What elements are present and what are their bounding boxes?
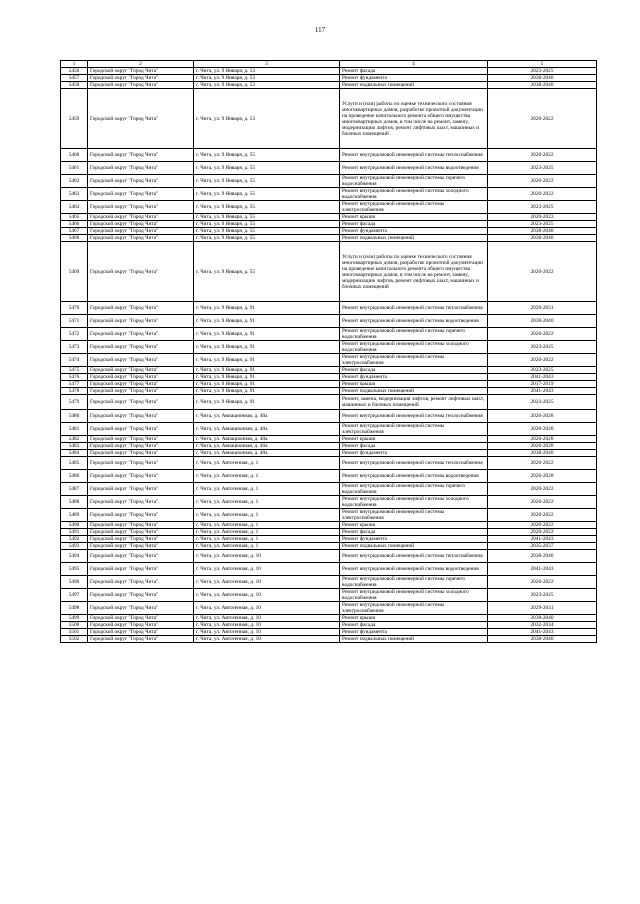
table-row	[61, 483, 597, 496]
row-number-cell: 5462	[61, 175, 88, 188]
municipality-cell: Городской округ "Город Чита"	[88, 423, 194, 436]
work-type-cell: Ремонт подвальных помещений	[340, 543, 488, 550]
period-cell: 2026-2028	[488, 470, 597, 483]
work-type-cell: Ремонт, замена, модернизация лифтов, ремонт лифтовых шахт, машинных и блочных помещений	[340, 395, 488, 410]
work-type-cell: Ремонт внутридомовой инженерной системы водоотведения	[340, 563, 488, 576]
work-type-cell: Ремонт подвальных помещений	[340, 235, 488, 242]
page-number: 117	[314, 26, 326, 34]
table-row	[61, 374, 597, 381]
address-cell: г. Чита, ул. Автогенная, д. 10	[194, 589, 340, 602]
table-row	[61, 436, 597, 443]
row-number-cell: 5487	[61, 483, 88, 496]
period-cell: 2023-2025	[488, 367, 597, 374]
municipality-cell: Городской округ "Город Чита"	[88, 522, 194, 529]
row-number-cell: 5467	[61, 228, 88, 235]
municipality-cell: Городской округ "Город Чита"	[88, 450, 194, 457]
period-cell: 2020-2022	[488, 149, 597, 162]
municipality-cell: Городской округ "Город Чита"	[88, 589, 194, 602]
table-row	[61, 82, 597, 89]
address-cell: г. Чита, ул. 9 Января, д. 55	[194, 242, 340, 302]
table-header-row	[61, 61, 597, 68]
municipality-cell: Городской округ "Город Чита"	[88, 228, 194, 235]
table-row	[61, 470, 597, 483]
work-type-cell: Ремонт фасада	[340, 622, 488, 629]
municipality-cell: Городской округ "Город Чита"	[88, 602, 194, 615]
municipality-cell: Городской округ "Город Чита"	[88, 367, 194, 374]
table-row	[61, 201, 597, 214]
row-number-cell: 5502	[61, 636, 88, 643]
period-cell: 2023-2025	[488, 341, 597, 354]
work-type-cell: Ремонт внутридомовой инженерной системы электроснабжения	[340, 423, 488, 436]
address-cell: г. Чита, ул. 9 Января, д. 53	[194, 75, 340, 82]
period-cell: 2020-2022	[488, 457, 597, 470]
work-type-cell: Ремонт внутридомовой инженерной системы теплоснабжения	[340, 410, 488, 423]
table-row	[61, 629, 597, 636]
address-cell: г. Чита, ул. 9 Января, д. 53	[194, 89, 340, 149]
row-number-cell: 5482	[61, 436, 88, 443]
period-cell: 2026-2028	[488, 410, 597, 423]
table-row	[61, 550, 597, 563]
address-cell: г. Чита, ул. 9 Января, д. 53	[194, 68, 340, 75]
municipality-cell: Городской округ "Город Чита"	[88, 410, 194, 423]
municipality-cell: Городской округ "Город Чита"	[88, 68, 194, 75]
municipality-cell: Городской округ "Город Чита"	[88, 395, 194, 410]
municipality-cell: Городской округ "Город Чита"	[88, 615, 194, 622]
address-cell: г. Чита, ул. 9 Января, д. 91	[194, 381, 340, 388]
row-number-cell: 5484	[61, 450, 88, 457]
table-row	[61, 381, 597, 388]
period-cell: 2038-2040	[488, 636, 597, 643]
period-cell: 2038-2040	[488, 235, 597, 242]
period-cell: 2023-2025	[488, 395, 597, 410]
municipality-cell: Городской округ "Город Чита"	[88, 315, 194, 328]
table-row	[61, 149, 597, 162]
row-number-cell: 5480	[61, 410, 88, 423]
municipality-cell: Городской округ "Город Чита"	[88, 543, 194, 550]
period-cell: 2023-2025	[488, 221, 597, 228]
period-cell: 2038-2040	[488, 75, 597, 82]
table-row	[61, 221, 597, 228]
table-row	[61, 242, 597, 302]
table-row	[61, 162, 597, 175]
column-header: 1	[61, 61, 88, 68]
work-type-cell: Ремонт фундамента	[340, 536, 488, 543]
work-type-cell: Ремонт внутридомовой инженерной системы горячего водоснабжения	[340, 175, 488, 188]
municipality-cell: Городской округ "Город Чита"	[88, 388, 194, 395]
work-type-cell: Ремонт внутридомовой инженерной системы электроснабжения	[340, 354, 488, 367]
address-cell: г. Чита, ул. 9 Января, д. 91	[194, 341, 340, 354]
row-number-cell: 5470	[61, 302, 88, 315]
municipality-cell: Городской округ "Город Чита"	[88, 483, 194, 496]
municipality-cell: Городской округ "Город Чита"	[88, 162, 194, 175]
municipality-cell: Городской округ "Город Чита"	[88, 629, 194, 636]
row-number-cell: 5499	[61, 615, 88, 622]
row-number-cell: 5485	[61, 457, 88, 470]
address-cell: г. Чита, ул. 9 Января, д. 55	[194, 175, 340, 188]
row-number-cell: 5489	[61, 509, 88, 522]
period-cell: 2020-2022	[488, 483, 597, 496]
address-cell: г. Чита, ул. Автогенная, д. 10	[194, 550, 340, 563]
address-cell: г. Чита, ул. Авиационная, д. 40а	[194, 423, 340, 436]
period-cell: 2032-2034	[488, 622, 597, 629]
period-cell: 2020-2022	[488, 214, 597, 221]
period-cell: 2029-2031	[488, 302, 597, 315]
address-cell: г. Чита, ул. 9 Января, д. 55	[194, 214, 340, 221]
column-header: 2	[88, 61, 194, 68]
municipality-cell: Городской округ "Город Чита"	[88, 470, 194, 483]
period-cell: 2020-2022	[488, 496, 597, 509]
period-cell: 2038-2040	[488, 615, 597, 622]
table-row	[61, 602, 597, 615]
row-number-cell: 5479	[61, 395, 88, 410]
period-cell: 2026-2028	[488, 436, 597, 443]
municipality-cell: Городской округ "Город Чита"	[88, 576, 194, 589]
period-cell: 2020-2022	[488, 328, 597, 341]
table-row	[61, 235, 597, 242]
work-type-cell: Ремонт крыши	[340, 214, 488, 221]
address-cell: г. Чита, ул. Автогенная, д. 1	[194, 457, 340, 470]
municipality-cell: Городской округ "Город Чита"	[88, 149, 194, 162]
period-cell: 2020-2022	[488, 522, 597, 529]
period-cell: 2041-2043	[488, 629, 597, 636]
row-number-cell: 5481	[61, 423, 88, 436]
work-type-cell: Ремонт внутридомовой инженерной системы холодного водоснабжения	[340, 589, 488, 602]
row-number-cell: 5492	[61, 536, 88, 543]
address-cell: г. Чита, ул. 9 Января, д. 55	[194, 221, 340, 228]
period-cell: 2038-2040	[488, 450, 597, 457]
table-row	[61, 395, 597, 410]
table-row	[61, 496, 597, 509]
table-row	[61, 509, 597, 522]
municipality-cell: Городской округ "Город Чита"	[88, 496, 194, 509]
municipality-cell: Городской округ "Город Чита"	[88, 341, 194, 354]
table-row	[61, 354, 597, 367]
column-header: 4	[340, 61, 488, 68]
work-type-cell: Ремонт крыши	[340, 522, 488, 529]
period-cell: 2017-2019	[488, 381, 597, 388]
table-row	[61, 450, 597, 457]
work-type-cell: Ремонт внутридомовой инженерной системы холодного водоснабжения	[340, 188, 488, 201]
table-row	[61, 622, 597, 629]
row-number-cell: 5468	[61, 235, 88, 242]
address-cell: г. Чита, ул. 9 Января, д. 91	[194, 388, 340, 395]
row-number-cell: 5500	[61, 622, 88, 629]
address-cell: г. Чита, ул. 9 Января, д. 91	[194, 354, 340, 367]
address-cell: г. Чита, ул. Авиационная, д. 40а	[194, 450, 340, 457]
row-number-cell: 5474	[61, 354, 88, 367]
municipality-cell: Городской округ "Город Чита"	[88, 221, 194, 228]
row-number-cell: 5488	[61, 496, 88, 509]
table-row	[61, 188, 597, 201]
work-type-cell: Ремонт фасада	[340, 529, 488, 536]
table-row	[61, 175, 597, 188]
row-number-cell: 5498	[61, 602, 88, 615]
work-type-cell: Ремонт внутридомовой инженерной системы электроснабжения	[340, 509, 488, 522]
period-cell: 2020-2022	[488, 89, 597, 149]
address-cell: г. Чита, ул. Авиационная, д. 40а	[194, 436, 340, 443]
municipality-cell: Городской округ "Город Чита"	[88, 550, 194, 563]
period-cell: 2020-2022	[488, 175, 597, 188]
address-cell: г. Чита, ул. 9 Января, д. 55	[194, 188, 340, 201]
row-number-cell: 5457	[61, 75, 88, 82]
row-number-cell: 5464	[61, 201, 88, 214]
address-cell: г. Чита, ул. Автогенная, д. 10	[194, 622, 340, 629]
row-number-cell: 5486	[61, 470, 88, 483]
municipality-cell: Городской округ "Город Чита"	[88, 82, 194, 89]
address-cell: г. Чита, ул. Автогенная, д. 1	[194, 470, 340, 483]
municipality-cell: Городской округ "Город Чита"	[88, 328, 194, 341]
row-number-cell: 5497	[61, 589, 88, 602]
table-row	[61, 367, 597, 374]
period-cell: 2041-2043	[488, 536, 597, 543]
table-row	[61, 214, 597, 221]
row-number-cell: 5495	[61, 563, 88, 576]
table-row	[61, 341, 597, 354]
period-cell: 2023-2025	[488, 162, 597, 175]
table-row	[61, 443, 597, 450]
column-header: 3	[194, 61, 340, 68]
address-cell: г. Чита, ул. Авиационная, д. 40а	[194, 443, 340, 450]
row-number-cell: 5465	[61, 214, 88, 221]
period-cell: 2020-2022	[488, 576, 597, 589]
work-type-cell: Ремонт внутридомовой инженерной системы холодного водоснабжения	[340, 496, 488, 509]
address-cell: г. Чита, ул. Автогенная, д. 10	[194, 615, 340, 622]
table-row	[61, 315, 597, 328]
period-cell: 2020-2022	[488, 529, 597, 536]
address-cell: г. Чита, ул. 9 Января, д. 55	[194, 228, 340, 235]
work-type-cell: Ремонт фасада	[340, 443, 488, 450]
column-header: 5	[488, 61, 597, 68]
table-row	[61, 388, 597, 395]
municipality-cell: Городской округ "Город Чита"	[88, 201, 194, 214]
municipality-cell: Городской округ "Город Чита"	[88, 436, 194, 443]
address-cell: г. Чита, ул. 9 Января, д. 91	[194, 367, 340, 374]
address-cell: г. Чита, ул. 9 Января, д. 55	[194, 162, 340, 175]
period-cell: 2020-2022	[488, 242, 597, 302]
table-row	[61, 615, 597, 622]
work-type-cell: Ремонт внутридомовой инженерной системы горячего водоснабжения	[340, 328, 488, 341]
work-type-cell: Ремонт фундамента	[340, 374, 488, 381]
period-cell: 2038-2040	[488, 315, 597, 328]
municipality-cell: Городской округ "Город Чита"	[88, 242, 194, 302]
row-number-cell: 5496	[61, 576, 88, 589]
row-number-cell: 5461	[61, 162, 88, 175]
address-cell: г. Чита, ул. Автогенная, д. 1	[194, 529, 340, 536]
work-type-cell: Ремонт фундамента	[340, 75, 488, 82]
row-number-cell: 5477	[61, 381, 88, 388]
municipality-cell: Городской округ "Город Чита"	[88, 529, 194, 536]
row-number-cell: 5460	[61, 149, 88, 162]
work-type-cell: Ремонт крыши	[340, 436, 488, 443]
work-type-cell: Ремонт фундамента	[340, 450, 488, 457]
work-type-cell: Ремонт фасада	[340, 221, 488, 228]
municipality-cell: Городской округ "Город Чита"	[88, 175, 194, 188]
row-number-cell: 5469	[61, 242, 88, 302]
period-cell: 2041-2043	[488, 374, 597, 381]
capital-repair-table	[60, 60, 597, 643]
work-type-cell: Ремонт подвальных помещений	[340, 388, 488, 395]
work-type-cell: Ремонт крыши	[340, 615, 488, 622]
row-number-cell: 5490	[61, 522, 88, 529]
municipality-cell: Городской округ "Город Чита"	[88, 536, 194, 543]
row-number-cell: 5483	[61, 443, 88, 450]
municipality-cell: Городской округ "Город Чита"	[88, 302, 194, 315]
municipality-cell: Городской округ "Город Чита"	[88, 622, 194, 629]
row-number-cell: 5456	[61, 68, 88, 75]
table-row	[61, 302, 597, 315]
work-type-cell: Ремонт фасада	[340, 367, 488, 374]
row-number-cell: 5493	[61, 543, 88, 550]
work-type-cell: Ремонт внутридомовой инженерной системы теплоснабжения	[340, 302, 488, 315]
period-cell: 2029-2031	[488, 602, 597, 615]
period-cell: 2038-2040	[488, 228, 597, 235]
period-cell: 2020-2022	[488, 354, 597, 367]
row-number-cell: 5501	[61, 629, 88, 636]
period-cell: 2041-2043	[488, 563, 597, 576]
table-row	[61, 563, 597, 576]
address-cell: г. Чита, ул. 9 Января, д. 91	[194, 302, 340, 315]
address-cell: г. Чита, ул. Автогенная, д. 1	[194, 509, 340, 522]
row-number-cell: 5494	[61, 550, 88, 563]
row-number-cell: 5473	[61, 341, 88, 354]
table-body	[61, 61, 597, 643]
table-row	[61, 410, 597, 423]
table-row	[61, 529, 597, 536]
work-type-cell: Ремонт подвальных помещений	[340, 82, 488, 89]
address-cell: г. Чита, ул. 9 Января, д. 91	[194, 315, 340, 328]
table-row	[61, 457, 597, 470]
table-row	[61, 636, 597, 643]
municipality-cell: Городской округ "Город Чита"	[88, 509, 194, 522]
table-row	[61, 536, 597, 543]
work-type-cell: Ремонт фасада	[340, 68, 488, 75]
period-cell: 2038-2040	[488, 550, 597, 563]
municipality-cell: Городской округ "Город Чита"	[88, 381, 194, 388]
row-number-cell: 5475	[61, 367, 88, 374]
address-cell: г. Чита, ул. Автогенная, д. 10	[194, 602, 340, 615]
municipality-cell: Городской округ "Город Чита"	[88, 443, 194, 450]
table-row	[61, 89, 597, 149]
municipality-cell: Городской округ "Город Чита"	[88, 457, 194, 470]
address-cell: г. Чита, ул. 9 Января, д. 91	[194, 374, 340, 381]
work-type-cell: Ремонт внутридомовой инженерной системы электроснабжения	[340, 602, 488, 615]
work-type-cell: Ремонт фундамента	[340, 629, 488, 636]
row-number-cell: 5491	[61, 529, 88, 536]
row-number-cell: 5478	[61, 388, 88, 395]
municipality-cell: Городской округ "Город Чита"	[88, 75, 194, 82]
table-row	[61, 423, 597, 436]
period-cell: 2035-2037	[488, 543, 597, 550]
period-cell: 2038-2040	[488, 82, 597, 89]
period-cell: 2020-2022	[488, 188, 597, 201]
table-row	[61, 328, 597, 341]
work-type-cell: Ремонт внутридомовой инженерной системы горячего водоснабжения	[340, 576, 488, 589]
work-type-cell: Ремонт внутридомовой инженерной системы теплоснабжения	[340, 550, 488, 563]
work-type-cell: Ремонт внутридомовой инженерной системы водоотведения	[340, 162, 488, 175]
row-number-cell: 5466	[61, 221, 88, 228]
table-row	[61, 228, 597, 235]
work-type-cell: Услуги и (или) работы по оценке технического состояния многоквартирных домов, разработке проектной документации на проведение капитального ремонта общего имущества многоквартирных домов, в том числе на ремонт, замену, модернизацию лифтов, ремонт лифтовых шахт, машинных и блочных помещений	[340, 242, 488, 302]
period-cell: 2026-2028	[488, 423, 597, 436]
municipality-cell: Городской округ "Город Чита"	[88, 354, 194, 367]
table-row	[61, 75, 597, 82]
address-cell: г. Чита, ул. Автогенная, д. 1	[194, 536, 340, 543]
period-cell: 2023-2025	[488, 201, 597, 214]
period-cell: 2026-2028	[488, 443, 597, 450]
address-cell: г. Чита, ул. 9 Января, д. 55	[194, 149, 340, 162]
work-type-cell: Ремонт внутридомовой инженерной системы водоотведения	[340, 470, 488, 483]
work-type-cell: Ремонт внутридомовой инженерной системы теплоснабжения	[340, 149, 488, 162]
address-cell: г. Чита, ул. Автогенная, д. 1	[194, 483, 340, 496]
row-number-cell: 5471	[61, 315, 88, 328]
address-cell: г. Чита, ул. Автогенная, д. 10	[194, 629, 340, 636]
address-cell: г. Чита, ул. 9 Января, д. 91	[194, 395, 340, 410]
address-cell: г. Чита, ул. 9 Января, д. 55	[194, 201, 340, 214]
address-cell: г. Чита, ул. Автогенная, д. 1	[194, 543, 340, 550]
work-type-cell: Ремонт крыши	[340, 381, 488, 388]
address-cell: г. Чита, ул. Автогенная, д. 10	[194, 576, 340, 589]
work-type-cell: Ремонт фундамента	[340, 228, 488, 235]
address-cell: г. Чита, ул. 9 Января, д. 91	[194, 328, 340, 341]
work-type-cell: Ремонт внутридомовой инженерной системы теплоснабжения	[340, 457, 488, 470]
work-type-cell: Услуги и (или) работы по оценке технического состояния многоквартирных домов, разработке проектной документации на проведение капитального ремонта общего имущества многоквартирных домов, в том числе на ремонт, замену, модернизацию лифтов, ремонт лифтовых шахт, машинных и блочных помещений	[340, 89, 488, 149]
row-number-cell: 5459	[61, 89, 88, 149]
municipality-cell: Городской округ "Город Чита"	[88, 235, 194, 242]
address-cell: г. Чита, ул. 9 Января, д. 53	[194, 82, 340, 89]
work-type-cell: Ремонт внутридомовой инженерной системы горячего водоснабжения	[340, 483, 488, 496]
period-cell: 2023-2025	[488, 68, 597, 75]
period-cell: 2020-2022	[488, 509, 597, 522]
municipality-cell: Городской округ "Город Чита"	[88, 374, 194, 381]
work-type-cell: Ремонт внутридомовой инженерной системы электроснабжения	[340, 201, 488, 214]
address-cell: г. Чита, ул. 9 Января, д. 55	[194, 235, 340, 242]
address-cell: г. Чита, ул. Авиационная, д. 40а	[194, 410, 340, 423]
address-cell: г. Чита, ул. Автогенная, д. 1	[194, 522, 340, 529]
row-number-cell: 5463	[61, 188, 88, 201]
work-type-cell: Ремонт внутридомовой инженерной системы водоотведения	[340, 315, 488, 328]
row-number-cell: 5458	[61, 82, 88, 89]
work-type-cell: Ремонт внутридомовой инженерной системы холодного водоснабжения	[340, 341, 488, 354]
municipality-cell: Городской округ "Город Чита"	[88, 89, 194, 149]
period-cell: 2023-2025	[488, 589, 597, 602]
work-type-cell: Ремонт подвальных помещений	[340, 636, 488, 643]
address-cell: г. Чита, ул. Автогенная, д. 10	[194, 636, 340, 643]
table-row	[61, 68, 597, 75]
table-row	[61, 543, 597, 550]
address-cell: г. Чита, ул. Автогенная, д. 10	[194, 563, 340, 576]
municipality-cell: Городской округ "Город Чита"	[88, 636, 194, 643]
table-row	[61, 522, 597, 529]
table-row	[61, 576, 597, 589]
municipality-cell: Городской округ "Город Чита"	[88, 188, 194, 201]
address-cell: г. Чита, ул. Автогенная, д. 1	[194, 496, 340, 509]
table-row	[61, 589, 597, 602]
row-number-cell: 5472	[61, 328, 88, 341]
period-cell: 2041-2043	[488, 388, 597, 395]
municipality-cell: Городской округ "Город Чита"	[88, 563, 194, 576]
row-number-cell: 5476	[61, 374, 88, 381]
municipality-cell: Городской округ "Город Чита"	[88, 214, 194, 221]
